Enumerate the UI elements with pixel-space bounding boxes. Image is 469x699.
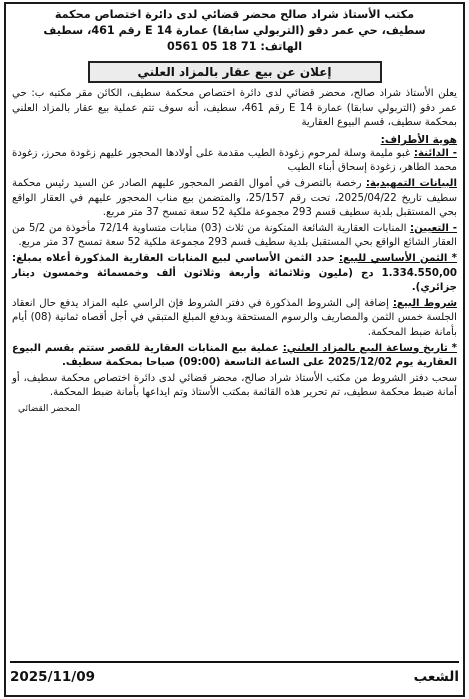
sale-conditions-paragraph	[12, 297, 457, 341]
publication-date: 2025/11/09	[10, 669, 96, 685]
section-parties-heading: هوية الأطراف:	[380, 133, 457, 146]
base-price-text: حدد الثمن الأساسي لبيع المنابات العقارية المذكورة أعلاه بمبلغ: 1.334.550,00 دج (مليون وثلاثمائة وأربعة وثلاثون ألف وخمسمائة وخمسون دينار جزائري).	[12, 252, 457, 294]
phone-number: 0561 05 18 71	[166, 40, 257, 53]
phone-label: الهاتف:	[260, 40, 303, 53]
preliminary-label: البيانات التمهيدية:	[365, 177, 457, 189]
notice-title: إعلان عن بيع عقار بالمزاد العلني	[88, 61, 382, 83]
office-header	[12, 7, 457, 55]
notice-body	[6, 3, 463, 415]
creditor-paragraph	[12, 147, 457, 176]
base-price-label: * الثمن الأساسي للبيع:	[338, 252, 457, 264]
sale-conditions-text: إضافة إلى الشروط المذكورة في دفتر الشروط فإن الراسي عليه المزاد يدفع حال انعقاد الجلسة خمس الثمن والمصاريف والرسوم المستحقة وبدفع المبلغ المتبقي في أجل أقصاه ثمانية (08) أيام بأمانة ضبط المحكمة.	[12, 297, 457, 338]
specifications-paragraph: سحب دفتر الشروط من مكتب الأستاذ شراد صالح، محضر قضائي لدى دائرة اختصاص محكمة سطيف، أو أمانة ضبط محكمة سطيف، تم تحرير هذه القائمة بمكتب الأستاذ وتم ايداعها بأمانة ضبط المحكمة.	[12, 372, 457, 399]
creditor-text: غبو مليمة وسلة لمرحوم زغودة الطيب مقدمة على أولادها المحجور عليهم زغودة محرز، زغودة محمد الطاهر، زغودة إسحاق أبناء الطيب	[12, 147, 457, 174]
header-line-1: مكتب الأستاذ شراد صالح محضر قضائي لدى دائرة اختصاص محكمة	[54, 8, 415, 21]
designation-label: - التعيين:	[410, 222, 457, 234]
header-phone	[12, 39, 457, 55]
creditor-label: - الدائنة:	[413, 147, 457, 159]
sale-conditions-label: شروط البيع:	[392, 297, 457, 309]
bailiff-signature: المحضر القضائي	[18, 403, 81, 414]
header-line-2: سطيف، حي عمر دقو (التربولي سابقا) عمارة 14 E رقم 461، سطيف	[43, 24, 426, 37]
base-price-paragraph	[12, 252, 457, 296]
designation-paragraph	[12, 222, 457, 251]
intro-paragraph: يعلن الأستاذ شراد صالح، محضر قضائي لدى دائرة اختصاص محكمة سطيف، الكائن مقر مكتبه ب: حي عمر دقو (التربولي سابقا) عمارة 14 E رقم 461، سطيف، أنه سوف تتم عملية بيع عقار بالمزاد العلني بمحكمة سطيف، قسم البيوع العقارية	[12, 88, 457, 129]
preliminary-paragraph	[12, 177, 457, 221]
auction-date-text: عملية بيع المنابات العقارية للقصر ستتم بقسم البيوع العقارية يوم 2025/12/02 على الساعة التاسعة (09:00) صباحا بمحكمة سطيف.	[12, 342, 457, 369]
publication-name: الشعب	[413, 669, 459, 685]
notice-footer	[10, 661, 459, 691]
auction-date-paragraph	[12, 342, 457, 371]
designation-text: المنابات العقارية الشائعة المتكونة من ثلاث (03) منابات متساوية 72/14 مأخوذة من 5/2 من العقار الشائع الواقع بحي المستقبل بلدية سطيف قسم 293 مجموعة ملكية 52 سعة تمسح 37 متر مربع.	[12, 222, 457, 249]
auction-date-label: * تاريخ وساعة البيع بالمزاد العلني:	[282, 342, 457, 354]
preliminary-text: رخصة بالتصرف في أموال القصر المحجور عليهم الصادر عن السيد رئيس محكمة سطيف تاريخ 2025/04/22، تحت رقم 25/157، والمتضمن بيع مناب المحجور عليهم في العقار الواقع بحي المستقبل بلدية سطيف قسم 293 مجموعة ملكية 52 سعة تمسح 37 متر مربع.	[12, 177, 457, 219]
